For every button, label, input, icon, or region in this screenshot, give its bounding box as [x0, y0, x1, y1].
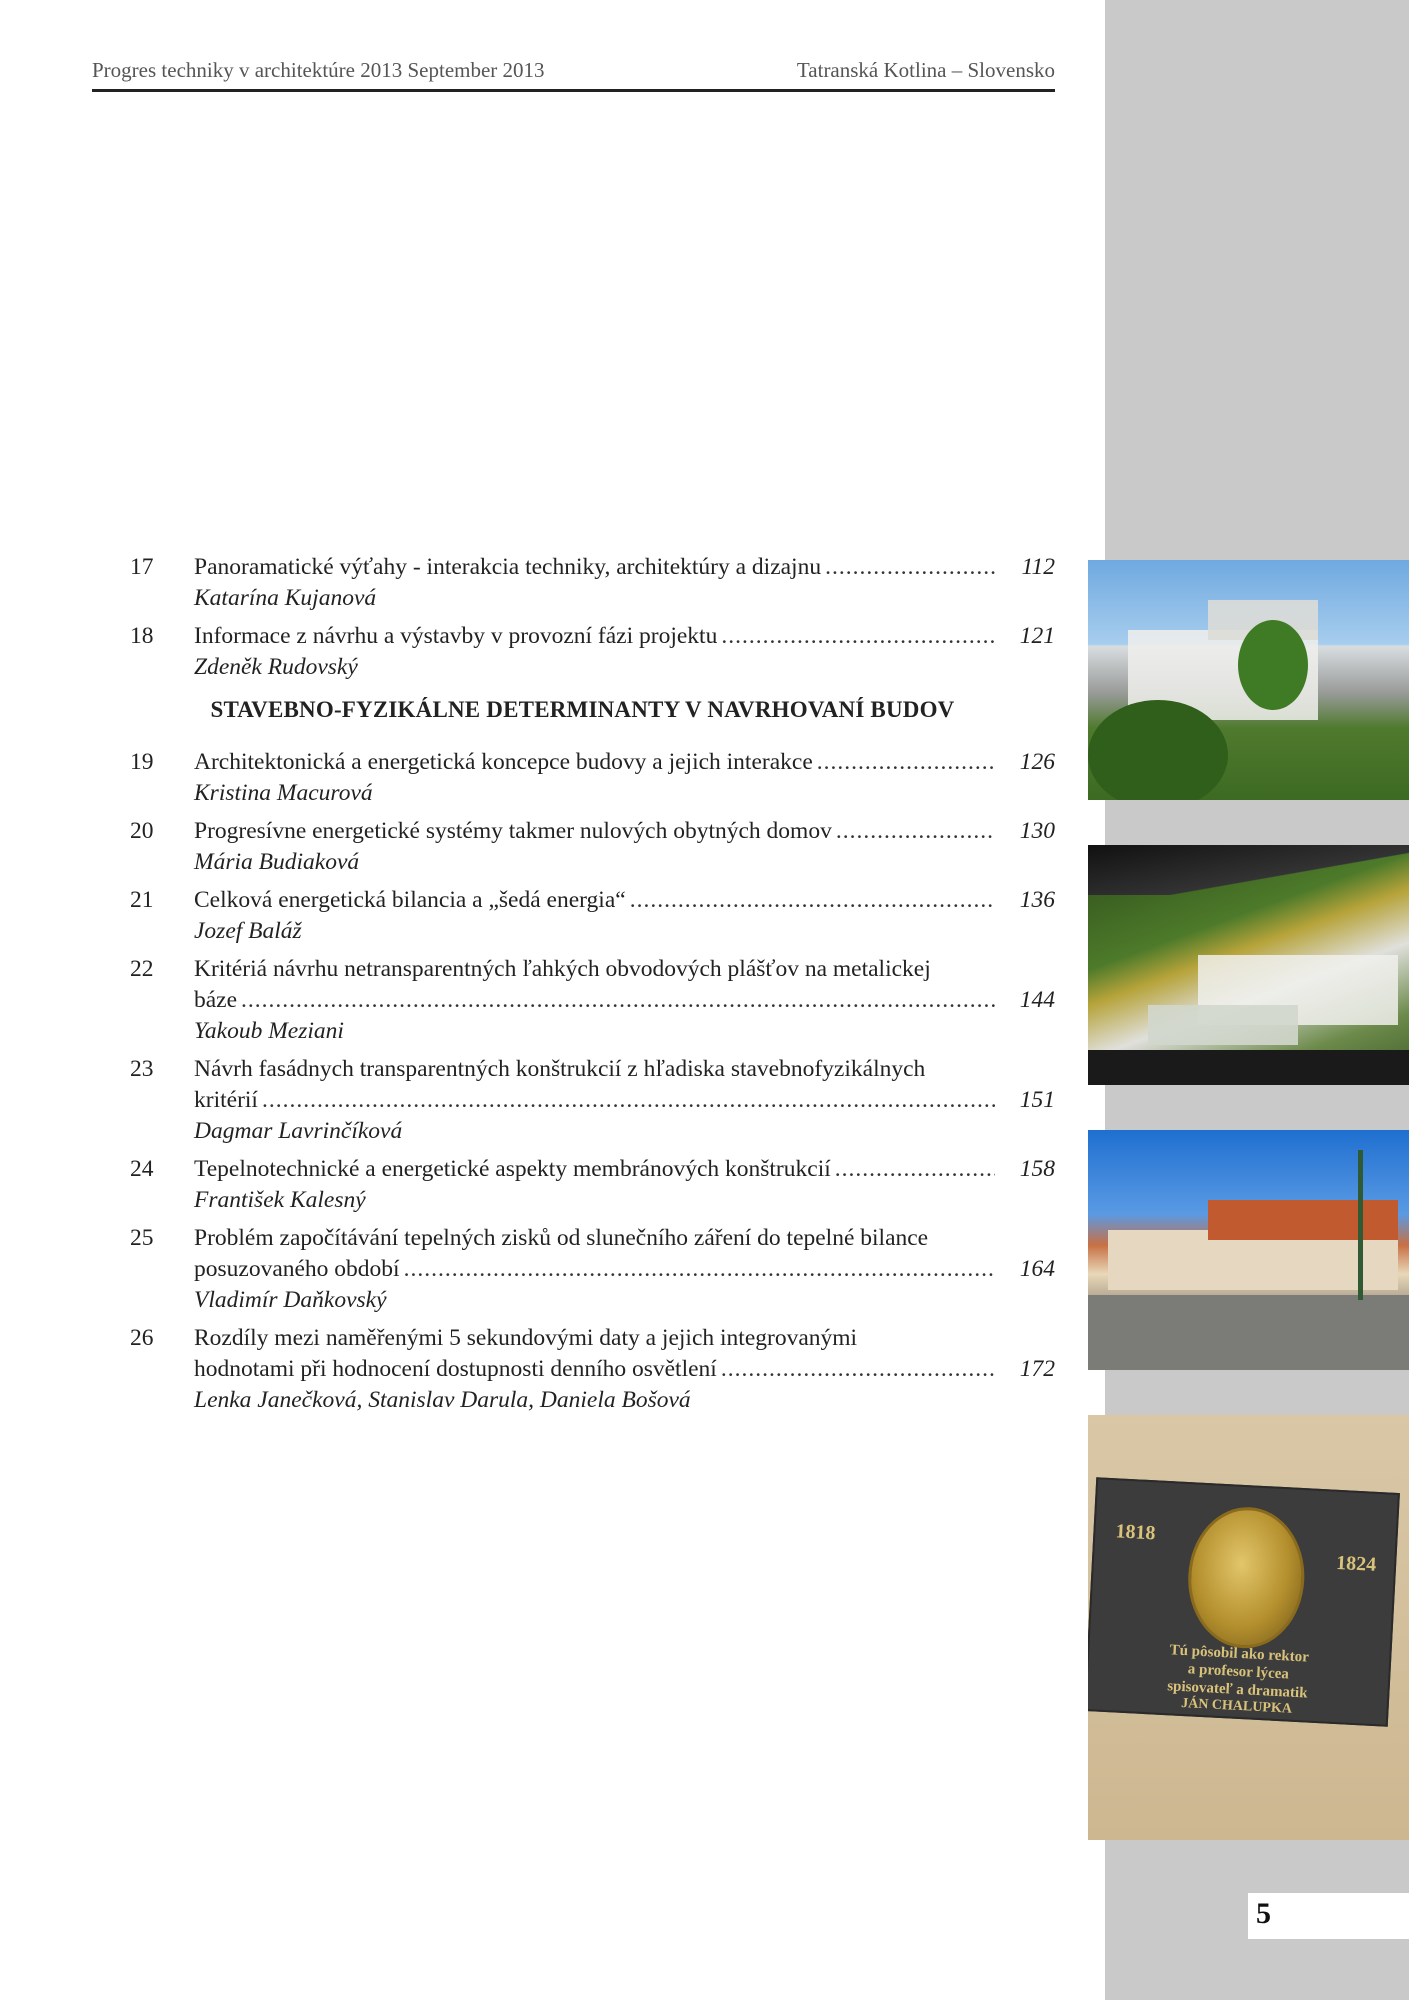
toc-entry-page: 151: [1019, 1087, 1055, 1113]
toc-entry-page: 172: [1019, 1356, 1055, 1382]
toc-entry-title: Panoramatické výťahy - interakcia techniky, architektúry a dizajnu: [194, 554, 822, 580]
toc-entry-author: Dagmar Lavrinčíková: [194, 1118, 403, 1144]
table-of-contents: [130, 552, 1055, 1423]
plaque-line-1: Tú pôsobil ako rektor: [1169, 1642, 1310, 1666]
toc-entry-title: hodnotami při hodnocení dostupnosti denního osvětlení: [194, 1356, 717, 1382]
toc-entry-number: 22: [130, 956, 154, 982]
plaque-line-2: a profesor lýcea: [1187, 1661, 1290, 1683]
toc-entry-title: Progresívne energetické systémy takmer nulových obytných domov: [194, 818, 832, 844]
dot-leader: [630, 885, 995, 916]
dot-leader: [825, 552, 995, 583]
toc-entry: [130, 954, 1055, 1047]
page-number: 5: [1256, 1897, 1271, 1930]
dot-leader: [241, 985, 995, 1016]
toc-entry-number: 25: [130, 1225, 154, 1251]
dot-leader: [404, 1254, 995, 1285]
toc-entry-number: 19: [130, 749, 154, 775]
hotel-building-photo: [1088, 560, 1409, 800]
dot-leader: [721, 1354, 995, 1385]
toc-entry-page: 126: [1019, 749, 1055, 775]
toc-entry-page: 164: [1019, 1256, 1055, 1282]
toc-entry-page: 158: [1019, 1156, 1055, 1182]
toc-entry-number: 24: [130, 1156, 154, 1182]
plaque-line-3: spisovateľ a dramatik: [1166, 1678, 1308, 1702]
toc-entry-author: Jozef Baláž: [194, 918, 302, 944]
toc-entry-title: posuzovaného období: [194, 1256, 400, 1282]
toc-entry-title: kritérií: [194, 1087, 258, 1113]
toc-entry: [130, 816, 1055, 878]
dot-leader: [836, 816, 995, 847]
toc-entry-number: 17: [130, 554, 154, 580]
toc-entry-title: Návrh fasádnych transparentných konštrukcií z hľadiska stavebnofyzikálnych: [194, 1056, 926, 1082]
toc-entry-author: Lenka Janečková, Stanislav Darula, Daniela Bošová: [194, 1387, 691, 1413]
toc-entry-author: Mária Budiaková: [194, 849, 360, 875]
toc-entry: [130, 621, 1055, 683]
toc-entry-page: 112: [1021, 554, 1055, 580]
dot-leader: [835, 1154, 995, 1185]
toc-entry-number: 26: [130, 1325, 154, 1351]
toc-entry-title: Architektonická a energetická koncepce budovy a jejich interakce: [194, 749, 813, 775]
plaque-year-right: 1824: [1335, 1551, 1377, 1576]
toc-entry-number: 20: [130, 818, 154, 844]
toc-entry-title: Rozdíly mezi naměřenými 5 sekundovými daty a jejich integrovanými: [194, 1325, 858, 1351]
dot-leader: [721, 621, 995, 652]
toc-entry: [130, 1154, 1055, 1216]
dot-leader: [817, 747, 995, 778]
page-number-box: [1248, 1893, 1409, 1939]
dot-leader: [262, 1085, 995, 1116]
town-square-photo: [1088, 1130, 1409, 1370]
toc-entry-number: 23: [130, 1056, 154, 1082]
toc-entry-page: 144: [1019, 987, 1055, 1013]
toc-entry-author: Kristina Macurová: [194, 780, 373, 806]
toc-entry-number: 18: [130, 623, 154, 649]
toc-entry-title: Problém započítávání tepelných zisků od slunečního záření do tepelné bilance: [194, 1225, 929, 1251]
toc-entry: [130, 1223, 1055, 1316]
toc-entry: [130, 1054, 1055, 1147]
toc-entry-page: 121: [1019, 623, 1055, 649]
header-rule: [92, 89, 1055, 92]
toc-entry-author: Vladimír Daňkovský: [194, 1287, 387, 1313]
toc-entry-author: František Kalesný: [194, 1187, 366, 1213]
toc-entry-title: Kritériá návrhu netransparentných ľahkých obvodových plášťov na metalickej: [194, 956, 931, 982]
header-right-location: Tatranská Kotlina – Slovensko: [796, 58, 1055, 82]
header-left-title: Progres techniky v architektúre 2013 September 2013: [92, 58, 545, 82]
plaque-year-left: 1818: [1114, 1520, 1157, 1545]
toc-entry-number: 21: [130, 887, 154, 913]
toc-entry-title: Tepelnotechnické a energetické aspekty membránových konštrukcií: [194, 1156, 831, 1182]
running-header: [92, 58, 1055, 90]
plaque-name: JÁN CHALUPKA: [1180, 1695, 1293, 1717]
toc-entry-author: Zdeněk Rudovský: [194, 654, 358, 680]
toc-entry-author: Katarína Kujanová: [194, 585, 377, 611]
toc-entry-title: Informace z návrhu a výstavby v provozní fázi projektu: [194, 623, 718, 649]
toc-entry-title: Celková energetická bilancia a „šedá energia“: [194, 887, 626, 913]
toc-entry: [130, 747, 1055, 809]
section-title: STAVEBNO-FYZIKÁLNE DETERMINANTY V NAVRHOVANÍ BUDOV: [210, 697, 955, 722]
toc-entry-author: Yakoub Meziani: [194, 1018, 344, 1044]
memorial-plaque: [1088, 1477, 1400, 1727]
memorial-plaque-photo: [1088, 1415, 1409, 1840]
toc-entry-page: 130: [1019, 818, 1055, 844]
toc-entry: [130, 885, 1055, 947]
toc-entry: [130, 1323, 1055, 1416]
toc-entry-page: 136: [1019, 887, 1055, 913]
hotel-forest-photo: [1088, 845, 1409, 1085]
portrait-medallion: [1185, 1504, 1308, 1651]
toc-entry-title: báze: [194, 987, 238, 1013]
toc-entry: [130, 552, 1055, 614]
